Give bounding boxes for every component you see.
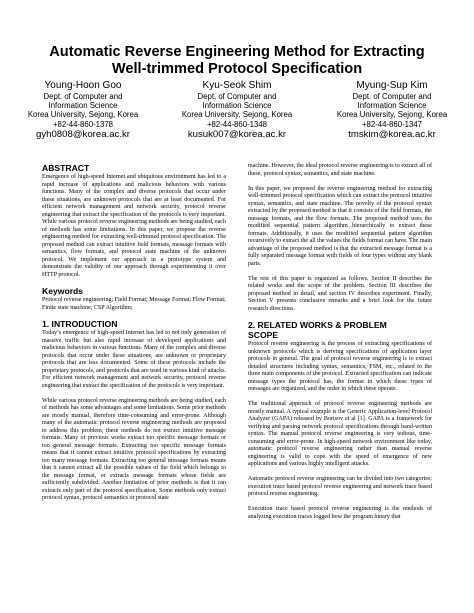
- author-email: kusuk007@korea.ac.kr: [187, 128, 287, 140]
- abstract-heading: ABSTRACT: [42, 163, 90, 173]
- author-dept-line-1: Dept. of Computer and: [43, 92, 123, 101]
- body-paragraph-1: machine. However, the ideal protocol reverse engineering is to extract all of these, protocol syntax, semantics, and state machine.: [248, 163, 432, 177]
- author-2: [157, 80, 317, 141]
- abstract-text: Emergence of high-speed Internet and ubiquitous environment has led to a rapid increase of applications and malicious behaviors with various functions. Many of the complex and diverse protocols that occur under these situations, are unknown protocols that are at least documented. For efficient network management and network security, protocol reverse engineering that extract the specification of the protocols is very important. While various protocol reverse engineering methods are being studied, each of methods has some limitations. In this paper, we propose the reverse engineering method for extracting well-trimmed protocol specification. The proposed method can extract intuitive field formats, message formats with semantics, flow formats, and protocol state machine of the unknown protocol. We implement our approach in a prototype system and demonstrate the validity of our approach through experimenting it over HTTP protocol.: [42, 174, 226, 278]
- author-name: Kyu-Seok Shim: [202, 80, 272, 91]
- body-paragraph-2: In this paper, we proposed the reverse engineering method for extracting well-trimmed protocol specification which can extract the protocol intuitive syntax, semantics, and state machine. The novelty of the protocol syntax extracted by the proposed method is that it consists of the field formats, the message formats, and the flow formats. The proposed method uses the modified sequential pattern algorithm hierarchically to extract these formats. Additionally, it uses the modified sequential pattern algorithm recursively to extract the all the values the fields format can have. The main advantage of the proposed method is that the extracted message format is a fully separated message format with fields of four types without any blank parts.: [248, 185, 432, 267]
- author-phone: +82-44-860-1378: [52, 119, 114, 129]
- introduction-heading: 1. INTRODUCTION: [42, 319, 118, 329]
- keywords-text: Protocol reverse engineering; Field Format; Message Format; Flow Format; Finite state machine; CSP Algorithm;: [42, 297, 226, 311]
- author-dept-line-2: Information Science: [202, 101, 272, 111]
- introduction-paragraph-2: While various protocol reverse engineering methods are being studied, each of methods has some advantages and some limitations. Some prior methods are mostly manual, therefore time-consuming and error-prone. Although many of the automatic protocol reverse engineering methods are proposed to address this problem, these methods do not extract intuitive message formats. Many of previous works extract too specific message formats or too general message formats. Extracting too specific message formats means that it cannot extract intuitive protocol specifications by extracting too many message formats. Extracting too general message formats means that it cannot extract all the possible values of the field which belongs to the message format, or extracts message formats whose fields are sufficiently subdivided. Another limitation of prior methods is that it can extracts only part of the protocol specification. Some methods only extract protocol syntax, protocol semantics or protocol state: [42, 397, 226, 501]
- body-paragraph-7: Execution trace based protocol reverse engineering is the methods of analyzing execution traces logged how the program binary that: [248, 506, 432, 520]
- author-dept-line-1: Dept. of Computer and: [197, 92, 277, 101]
- related-works-heading-line-2: SCOPE: [248, 330, 279, 340]
- paper-title-line-2: Well-trimmed Protocol Specification: [111, 61, 363, 77]
- author-phone: +82-44-860-1347: [361, 119, 423, 129]
- author-university: Korea University, Sejong, Korea: [181, 110, 293, 120]
- author-1: [3, 80, 163, 141]
- author-dept-line-2: Information Science: [357, 101, 427, 111]
- introduction-paragraph-1: Today’s emergence of high-speed Internet has led to not only generation of massive traffic but also rapid increase of developed applications and malicious behaviors in various functions. Many of the complex and diverse protocols that occur under these situations, are unknown or proprietary protocols that are less documented. Some of these protocols include the proprietary protocols, and protocols that are used in various kind of attacks. For efficient network management and network security, protocol reverse engineering that extract the specification of the protocols is very important.: [42, 330, 226, 389]
- author-name: Myung-Sup Kim: [356, 80, 428, 91]
- body-paragraph-5: The traditional approach of protocol reverse engineering methods are mostly manual. A typical example is the Generic Application-level Protocol Analyzer (GAPA) released by Borisov et al [1]. GAPA is a framework for verifying and parsing network protocol specifications through hand-written syntax. The manual protocol reverse engineering is very tedious, time-consuming and error-prone. In high-speed network environment like today, automatic protocol reverse engineering rather than manual reverse engineering is valid to cope with the speed of emergence of new applications and various highly intelligent attacks.: [248, 401, 432, 467]
- left-column: [42, 163, 226, 503]
- author-university: Korea University, Sejong, Korea: [27, 110, 139, 120]
- author-name: Young-Hoon Goo: [44, 80, 122, 91]
- author-email: gyh0808@korea.ac.kr: [35, 128, 130, 140]
- related-works-heading: [248, 320, 432, 340]
- author-dept-line-1: Dept. of Computer and: [352, 92, 432, 101]
- right-column: [248, 163, 432, 521]
- keywords-heading: Keywords: [42, 286, 84, 296]
- related-works-heading-line-1: 2. RELATED WORKS & PROBLEM: [248, 320, 387, 330]
- author-university: Korea University, Sejong, Korea: [336, 110, 448, 120]
- author-phone: +82-44-860-1348: [206, 119, 268, 129]
- author-3: [312, 80, 472, 141]
- body-paragraph-4: Protocol reverse engineering is the process of extracting specifications of unknown protocols which is deriving specifications of application layer protocols in general. The goal of protocol reverse engineering is to extract detailed structures including syntax, semantics, FSM, etc., related to the three main components of the protocol. Extracted specification can indicate message types the protocol has, the format in which these types of messages are organized, and the order in which these operate.: [248, 341, 432, 392]
- body-paragraph-3: The rest of this paper is organized as follows. Section II describes the related works and the scope of the problem. Section III describes the proposed method in detail, and section IV describes experiment. Finally, Section V presents conclusive remarks and a brief look for the future research directions.: [248, 275, 432, 312]
- paper-title: [0, 44, 474, 78]
- body-paragraph-6: Automatic protocol reverse engineering can be divided into two categories: execution trace based protocol reverse engineering and network trace based protocol reverse engineering.: [248, 476, 432, 497]
- author-block: [0, 80, 474, 140]
- paper-title-line-1: Automatic Reverse Engineering Method for Extracting: [49, 44, 425, 60]
- author-email: tmskim@korea.ac.kr: [348, 128, 436, 140]
- author-dept-line-2: Information Science: [48, 101, 118, 111]
